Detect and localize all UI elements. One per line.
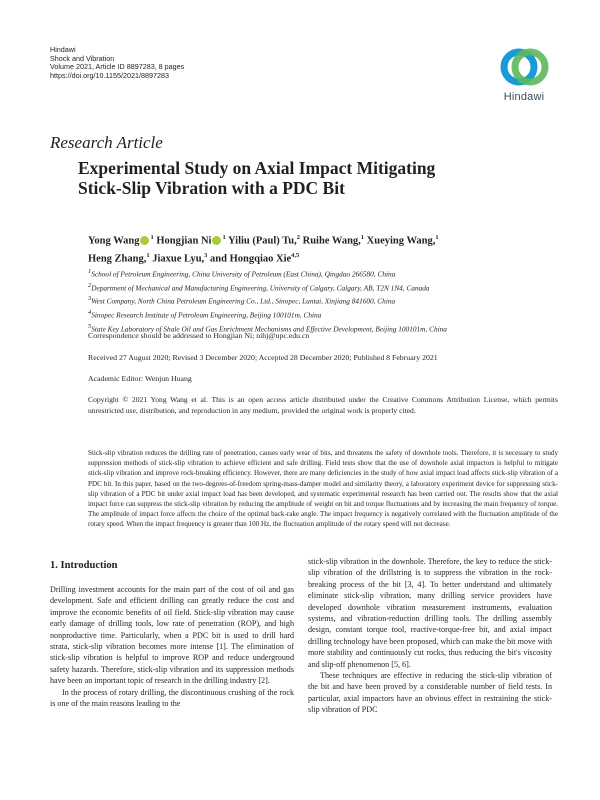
affiliation: $^5$State Key Laboratory of Shale Oil and Gas Enrichment Mechanisms and Effective Development, Beijing 100101m, China [88,322,447,333]
journal-info [50,46,184,80]
author-sup: 1 [435,234,439,241]
affiliation: $^3$West Company, North China Petroleum Engineering Co., Ltd., Sinopec, Luntai, Xinjiang 841600, China [88,295,396,306]
publisher-name: Hindawi [50,45,76,54]
author-sup: 1 [146,251,150,259]
logo-label: Hindawi [503,91,545,103]
article-type: Research Article [50,133,163,152]
author-sup: 2 [296,234,300,241]
title-line-2: Stick-Slip Vibration with a PDC Bit [78,178,345,198]
correspondence: Correspondence should be addressed to Hongjian Ni; nihj@upc.edu.cn [88,331,310,340]
copyright-notice: Copyright © 2021 Yong Wang et al. This is an open access article distributed under the Creative Commons Attribution License, which permits unrestricted use, distribution, and reproduction in any medium, provided the original work is properly cited. [88,395,558,415]
affiliation: $^2$Department of Mechanical and Manufacturing Engineering, University of Calgary, Calgary, AB, T2N 1N4, Canada [88,281,430,293]
author-sup: 3 [204,251,208,259]
author-name[interactable]: Hongjian Ni [156,235,212,247]
affiliations [88,266,568,334]
author-sup: 1 [150,234,154,241]
hindawi-logo-icon [494,44,554,90]
author-name[interactable]: Yiliu (Paul) Tu, [227,235,297,247]
author-name[interactable]: Yong Wang [88,235,140,247]
author-name[interactable]: Jiaxue Lyu, [152,253,205,264]
author-sup: 4,5 [291,251,300,259]
academic-editor: Academic Editor: Wenjun Huang [88,374,192,383]
paragraph: In the process of rotary drilling, the discontinuous crushing of the rock is one of the main reasons leading to the [50,687,294,709]
journal-name: Shock and Vibration [50,53,115,63]
author-name[interactable]: Heng Zhang, [88,253,147,264]
author-sup: 1 [360,234,365,241]
right-column [308,556,552,716]
journal-doi[interactable]: https://doi.org/10.1155/2021/8897283 [50,70,169,80]
section-heading: 1. Introduction [50,560,118,571]
publication-dates: Received 27 August 2020; Revised 3 December 2020; Accepted 28 December 2020; Published 8 February 2021 [88,353,438,362]
abstract: Stick-slip vibration reduces the drilling rate of penetration, causes early wear of bits, and threatens the safety of downhole tools. Therefore, it is necessary to study suppression methods of stick-slip vibration to achieve efficient and safe drilling. Field tests show that the use of downhole axial impactors is helpful to mitigate stick-slip vibration and improve rock-breaking efficiency. However, there are many deficiencies in the study of how axial impact load affects stick-slip vibration of a PDC bit. In this paper, based on the two-degrees-of-freedom spring-mass-damper model and similarity theory, a laboratory experiment device for suppressing stick-slip vibration of a PDC bit under axial impact load has been developed, and systematic experimental research has been carried out. The results show that the axial impact force can suppress the stick-slip vibration by reducing the amplitude of weight on bit and torque fluctuations and by increasing the main frequency of torque. The amplitude of impact force affects the choice of the optimal back-rake angle. The impact frequency is negatively correlated with the fluctuation amplitude of the rotary speed. When the impact frequency is greater than 100 Hz, the fluctuation amplitude of the rotary speed will not decrease. [88,449,558,529]
left-column [50,584,294,709]
author-sup: 1 [222,234,226,241]
article-title [78,158,558,198]
title-line-1: Experimental Study on Axial Impact Mitigating [78,158,436,178]
author-name[interactable]: Ruihe Wang, [302,235,361,247]
journal-volume: Volume 2021, Article ID 8897283, 8 pages [50,62,185,72]
orcid-icon[interactable] [212,236,221,245]
author-name[interactable]: Xueying Wang, [366,235,436,247]
hindawi-logo [494,44,554,106]
author-name[interactable]: and Hongqiao Xie [210,253,292,264]
paragraph: Drilling investment accounts for the main part of the cost of oil and gas development. Safe and efficient drilling can greatly reduce the cost and improve the economic benefits of oil field. Stick-slip vibration may cause early damage of drilling tools, low rate of penetration (ROP), and high nonproductive time. Particularly, when a PDC bit is used to drill hard strata, stick-slip vibration becomes more intense [1]. The elimination of stick-slip vibration is helpful to improve ROP and reduce underground safety hazards. Therefore, stick-slip vibration and its suppression methods have been an important topic of research in the drilling industry [2]. [50,585,294,686]
author-list [88,231,558,266]
affiliation: $^4$Sinopec Research Institute of Petroleum Engineering, Beijing 100101m, China [88,308,322,320]
paragraph: stick-slip vibration in the downhole. Therefore, the key to reduce the stick-slip vibration of the drillstring is to suppress the vibration in the rock-breaking process of the bit [3, 4]. To better understand and ultimately eliminate stick-slip vibration, many drilling service providers have developed downhole vibration measurement instruments, evaluation systems, and vibration-reduction drilling tools. The drilling assembly design, constant torque tool, reactive-torque-free bit, and axial impact drilling technology have been proposed, which can make the bit move with more stability and continuously cut rocks, thus reducing the bit's viscosity and slip-off phenomenon [5, 6]. [308,557,552,669]
affiliation: $^1$School of Petroleum Engineering, China University of Petroleum (East China), Qingdao 266580, China [88,268,396,279]
orcid-icon[interactable] [140,236,149,245]
paragraph: These techniques are effective in reducing the stick-slip vibration of the bit and have been proved by a considerable number of field tests. In particular, axial impactors have an obvious effect in restraining the stick-slip vibration of PDC [308,671,552,715]
